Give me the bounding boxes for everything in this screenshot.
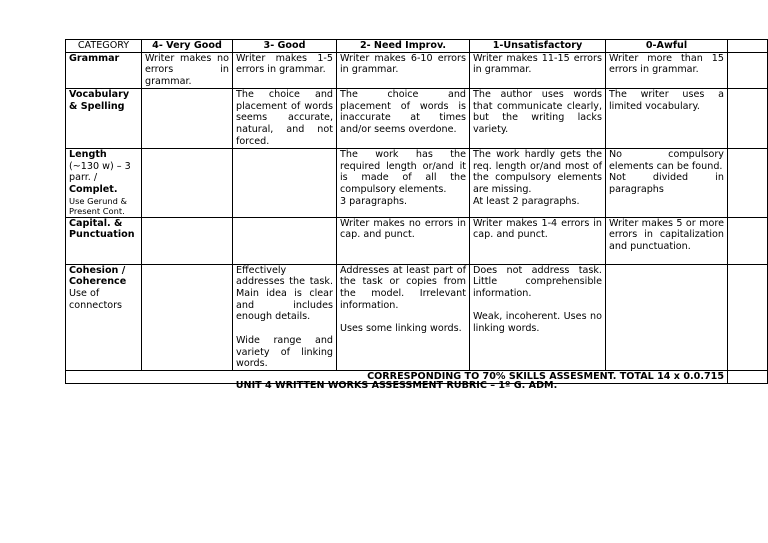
criterion-length (66, 148, 142, 217)
cell-capitalization-4 (142, 217, 233, 264)
cell-length-2: The work has the required length or/and it is made of all the compulsory elements. 3 paragraphs. (337, 148, 470, 217)
criterion-length-note: Use Gerund & Present Cont. (69, 195, 127, 217)
table-row-length (66, 148, 768, 217)
total-text: CORRESPONDING TO 70% SKILLS ASSESMENT. TOTAL 14 x 0.0.715 (66, 370, 728, 383)
cell-capitalization-empty (728, 217, 768, 264)
criterion-cohesion (66, 264, 142, 370)
criterion-cohesion-subtitle: Use of connectors (69, 288, 123, 311)
cell-vocabulary-2: The choice and placement of words is inaccurate at times and/or seems overdone. (337, 88, 470, 148)
criterion-length-title: Length (69, 148, 107, 160)
cell-grammar-empty (728, 52, 768, 88)
total-empty (728, 370, 768, 383)
cell-grammar-3: Writer makes 1-5 errors in grammar. (233, 52, 337, 88)
cell-length-empty (728, 148, 768, 217)
cell-cohesion-0 (606, 264, 728, 370)
criterion-cohesion-title: Cohesion / Coherence (69, 264, 127, 288)
cell-cohesion-1: Does not address task. Little comprehensible information. Weak, incoherent. Uses no linking words. (470, 264, 606, 370)
cell-cohesion-4 (142, 264, 233, 370)
cell-capitalization-2: Writer makes no errors in cap. and punct. (337, 217, 470, 264)
criterion-vocabulary: Vocabulary & Spelling (66, 88, 142, 148)
table-row-capitalization (66, 217, 768, 264)
criterion-length-subtitle: (~130 w) – 3 parr. / (69, 160, 131, 184)
table-row-grammar (66, 52, 768, 88)
cell-grammar-4: Writer makes no errors in grammar. (142, 52, 233, 88)
criterion-length-title2: Complet. (69, 183, 118, 195)
cell-capitalization-0: Writer makes 5 or more errors in capitalization and punctuation. (606, 217, 728, 264)
header-awful: 0-Awful (606, 40, 728, 53)
table-row-cohesion (66, 264, 768, 370)
cell-length-4 (142, 148, 233, 217)
cell-capitalization-1: Writer makes 1-4 errors in cap. and punct. (470, 217, 606, 264)
cell-vocabulary-3: The choice and placement of words seems accurate, natural, and not forced. (233, 88, 337, 148)
cell-vocabulary-empty (728, 88, 768, 148)
header-row (66, 40, 768, 53)
rubric-footer-title: UNIT 4 WRITTEN WORKS ASSESSMENT RUBRIC – 1º G. ADM. (235, 380, 558, 391)
cell-grammar-2: Writer makes 6-10 errors in grammar. (337, 52, 470, 88)
header-empty (728, 40, 768, 53)
header-category: CATEGORY (66, 40, 142, 53)
cell-grammar-1: Writer makes 11-15 errors in grammar. (470, 52, 606, 88)
cell-length-3 (233, 148, 337, 217)
cell-cohesion-2: Addresses at least part of the task or copies from the model. Irrelevant information. Uses some linking words. (337, 264, 470, 370)
cell-length-0: No compulsory elements can be found. Not divided in paragraphs (606, 148, 728, 217)
header-good: 3- Good (233, 40, 337, 53)
cell-vocabulary-1: The author uses words that communicate clearly, but the writing lacks variety. (470, 88, 606, 148)
cell-grammar-0: Writer more than 15 errors in grammar. (606, 52, 728, 88)
header-unsatisfactory: 1-Unsatisfactory (470, 40, 606, 53)
rubric-table (65, 39, 768, 384)
header-very-good: 4- Very Good (142, 40, 233, 53)
cell-vocabulary-0: The writer uses a limited vocabulary. (606, 88, 728, 148)
cell-vocabulary-4 (142, 88, 233, 148)
cell-capitalization-3 (233, 217, 337, 264)
table-row-vocabulary (66, 88, 768, 148)
header-need-improvement: 2- Need Improv. (337, 40, 470, 53)
cell-cohesion-empty (728, 264, 768, 370)
criterion-grammar: Grammar (66, 52, 142, 88)
cell-cohesion-3: Effectively addresses the task. Main idea is clear and includes enough details. Wide range and variety of linking words. (233, 264, 337, 370)
cell-length-1: The work hardly gets the req. length or/and most of the compulsory elements are missing. At least 2 paragraphs. (470, 148, 606, 217)
criterion-capitalization: Capital. & Punctuation (66, 217, 142, 264)
